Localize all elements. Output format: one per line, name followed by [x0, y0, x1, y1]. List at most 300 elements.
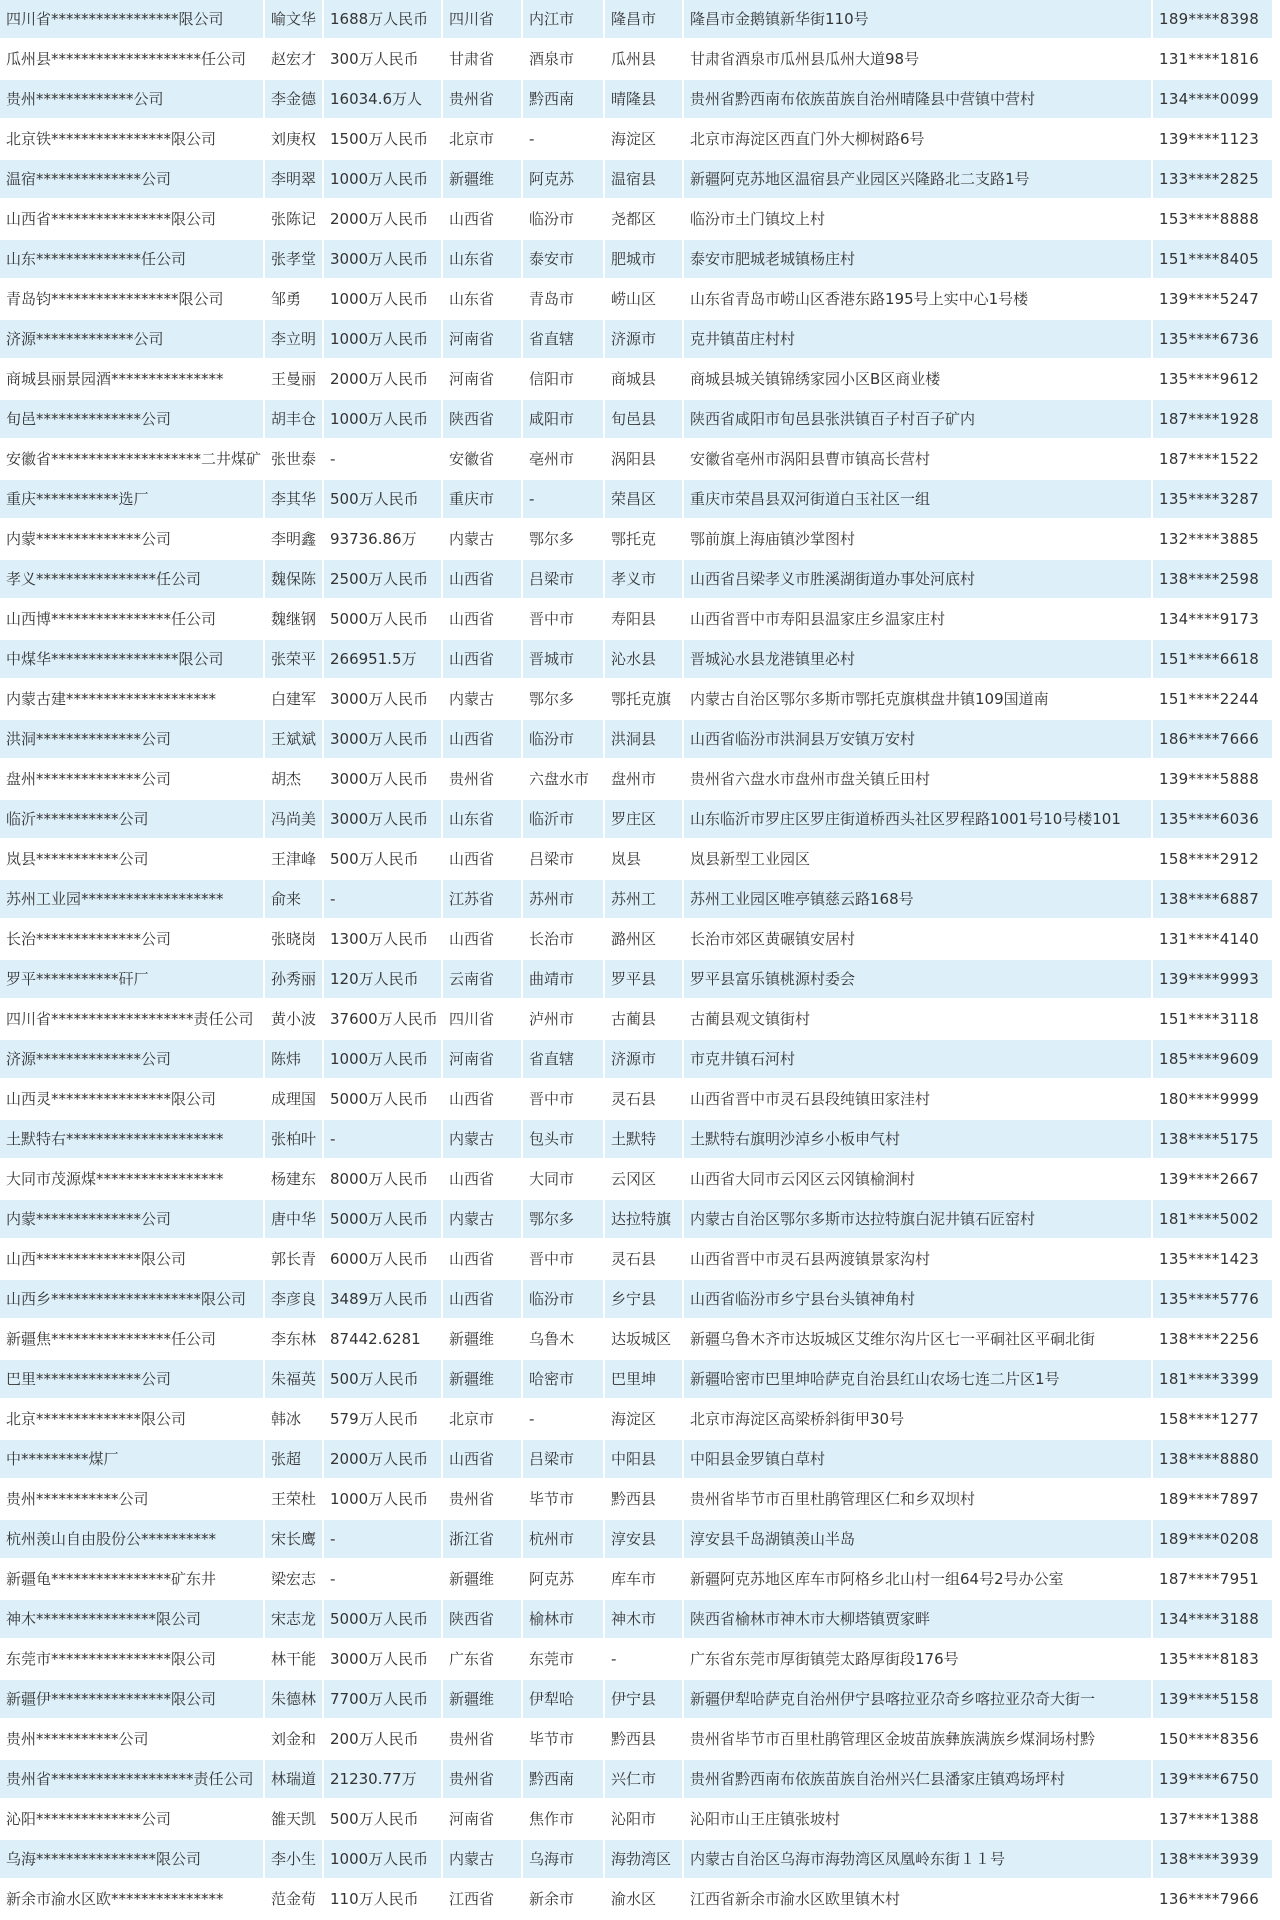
city-cell: 吕梁市: [523, 840, 605, 880]
contact-cell: 李金德: [265, 80, 324, 120]
table-row: [0, 320, 1274, 360]
table-row: [0, 200, 1274, 240]
province-cell: 贵州省: [443, 760, 523, 800]
province-cell: 山西省: [443, 720, 523, 760]
table-row: [0, 800, 1274, 840]
city-cell: 亳州市: [523, 440, 605, 480]
company-cell: 贵州***********公司: [0, 1480, 265, 1520]
province-cell: 甘肃省: [443, 40, 523, 80]
address-cell: 山西省晋中市灵石县两渡镇景家沟村: [684, 1240, 1153, 1280]
phone-cell: 135****1423: [1153, 1240, 1274, 1280]
capital-cell: -: [324, 1120, 443, 1160]
city-cell: 阿克苏: [523, 1560, 605, 1600]
capital-cell: 579万人民币: [324, 1400, 443, 1440]
phone-cell: 138****8880: [1153, 1440, 1274, 1480]
contact-cell: 邹勇: [265, 280, 324, 320]
address-cell: 重庆市荣昌县双河街道白玉社区一组: [684, 480, 1153, 520]
district-cell: 肥城市: [605, 240, 684, 280]
city-cell: 临汾市: [523, 1280, 605, 1320]
capital-cell: 1688万人民币: [324, 0, 443, 40]
table-row: [0, 960, 1274, 1000]
phone-cell: 185****9609: [1153, 1040, 1274, 1080]
city-cell: 信阳市: [523, 360, 605, 400]
city-cell: 杭州市: [523, 1520, 605, 1560]
province-cell: 贵州省: [443, 1760, 523, 1800]
city-cell: 东莞市: [523, 1640, 605, 1680]
phone-cell: 135****5776: [1153, 1280, 1274, 1320]
capital-cell: 500万人民币: [324, 480, 443, 520]
table-row: [0, 600, 1274, 640]
table-row: [0, 1440, 1274, 1480]
address-cell: 陕西省榆林市神木市大柳塔镇贾家畔: [684, 1600, 1153, 1640]
province-cell: 新疆维: [443, 1320, 523, 1360]
contact-cell: 李明翠: [265, 160, 324, 200]
city-cell: 乌海市: [523, 1840, 605, 1880]
district-cell: 乡宁县: [605, 1280, 684, 1320]
district-cell: 盘州市: [605, 760, 684, 800]
contact-cell: 范金荀: [265, 1880, 324, 1920]
phone-cell: 138****6887: [1153, 880, 1274, 920]
company-cell: 山西省****************限公司: [0, 200, 265, 240]
city-cell: 榆林市: [523, 1600, 605, 1640]
city-cell: 鄂尔多: [523, 680, 605, 720]
province-cell: 四川省: [443, 0, 523, 40]
contact-cell: 俞来: [265, 880, 324, 920]
address-cell: 山东省青岛市崂山区香港东路195号上实中心1号楼: [684, 280, 1153, 320]
address-cell: 内蒙古自治区乌海市海勃湾区凤凰岭东街１１号: [684, 1840, 1153, 1880]
city-cell: 毕节市: [523, 1720, 605, 1760]
district-cell: 济源市: [605, 320, 684, 360]
phone-cell: 151****8405: [1153, 240, 1274, 280]
capital-cell: 2000万人民币: [324, 200, 443, 240]
capital-cell: 5000万人民币: [324, 600, 443, 640]
company-cell: 山西**************限公司: [0, 1240, 265, 1280]
table-row: [0, 1360, 1274, 1400]
table-row: [0, 760, 1274, 800]
company-cell: 山西博****************任公司: [0, 600, 265, 640]
phone-cell: 187****1928: [1153, 400, 1274, 440]
phone-cell: 158****1277: [1153, 1400, 1274, 1440]
province-cell: 内蒙古: [443, 1840, 523, 1880]
city-cell: 六盘水市: [523, 760, 605, 800]
table-row: [0, 520, 1274, 560]
district-cell: 崂山区: [605, 280, 684, 320]
phone-cell: 135****6036: [1153, 800, 1274, 840]
table-row: [0, 720, 1274, 760]
company-cell: 新余市渝水区欧***************: [0, 1880, 265, 1920]
address-cell: 广东省东莞市厚街镇莞太路厚街段176号: [684, 1640, 1153, 1680]
address-cell: 市克井镇石河村: [684, 1040, 1153, 1080]
capital-cell: -: [324, 1520, 443, 1560]
province-cell: 四川省: [443, 1000, 523, 1040]
table-row: [0, 1640, 1274, 1680]
company-cell: 新疆龟****************矿东井: [0, 1560, 265, 1600]
table-row: [0, 1560, 1274, 1600]
capital-cell: 1300万人民币: [324, 920, 443, 960]
capital-cell: 5000万人民币: [324, 1600, 443, 1640]
province-cell: 新疆维: [443, 1360, 523, 1400]
company-cell: 贵州*************公司: [0, 80, 265, 120]
capital-cell: 3000万人民币: [324, 240, 443, 280]
city-cell: 吕梁市: [523, 560, 605, 600]
district-cell: 岚县: [605, 840, 684, 880]
contact-cell: 张荣平: [265, 640, 324, 680]
city-cell: -: [523, 480, 605, 520]
company-cell: 青岛钧*****************限公司: [0, 280, 265, 320]
address-cell: 岚县新型工业园区: [684, 840, 1153, 880]
capital-cell: 3000万人民币: [324, 720, 443, 760]
address-cell: 罗平县富乐镇桃源村委会: [684, 960, 1153, 1000]
capital-cell: 3000万人民币: [324, 680, 443, 720]
phone-cell: 181****3399: [1153, 1360, 1274, 1400]
province-cell: 新疆维: [443, 160, 523, 200]
city-cell: 青岛市: [523, 280, 605, 320]
capital-cell: 5000万人民币: [324, 1080, 443, 1120]
table-row: [0, 0, 1274, 40]
address-cell: 江西省新余市渝水区欧里镇木村: [684, 1880, 1153, 1920]
table-row: [0, 240, 1274, 280]
district-cell: 海勃湾区: [605, 1840, 684, 1880]
contact-cell: 黄小波: [265, 1000, 324, 1040]
table-row: [0, 480, 1274, 520]
province-cell: 江西省: [443, 1880, 523, 1920]
table-row: [0, 1400, 1274, 1440]
province-cell: 内蒙古: [443, 1120, 523, 1160]
capital-cell: 2500万人民币: [324, 560, 443, 600]
city-cell: 晋中市: [523, 1240, 605, 1280]
city-cell: 哈密市: [523, 1360, 605, 1400]
company-cell: 罗平***********矸厂: [0, 960, 265, 1000]
city-cell: 曲靖市: [523, 960, 605, 1000]
province-cell: 山东省: [443, 280, 523, 320]
company-cell: 盘州**************公司: [0, 760, 265, 800]
phone-cell: 151****2244: [1153, 680, 1274, 720]
city-cell: 鄂尔多: [523, 520, 605, 560]
address-cell: 土默特右旗明沙淖乡小板申气村: [684, 1120, 1153, 1160]
address-cell: 内蒙古自治区鄂尔多斯市达拉特旗白泥井镇石匠窑村: [684, 1200, 1153, 1240]
district-cell: 寿阳县: [605, 600, 684, 640]
phone-cell: 180****9999: [1153, 1080, 1274, 1120]
city-cell: 包头市: [523, 1120, 605, 1160]
district-cell: 灵石县: [605, 1080, 684, 1120]
company-cell: 神木****************限公司: [0, 1600, 265, 1640]
district-cell: 中阳县: [605, 1440, 684, 1480]
province-cell: 贵州省: [443, 1480, 523, 1520]
province-cell: 河南省: [443, 1040, 523, 1080]
city-cell: 吕梁市: [523, 1440, 605, 1480]
district-cell: 达拉特旗: [605, 1200, 684, 1240]
province-cell: 山东省: [443, 800, 523, 840]
city-cell: 临汾市: [523, 720, 605, 760]
company-cell: 新疆焦****************任公司: [0, 1320, 265, 1360]
contact-cell: 朱福英: [265, 1360, 324, 1400]
company-cell: 中煤华*****************限公司: [0, 640, 265, 680]
district-cell: 苏州工: [605, 880, 684, 920]
address-cell: 山西省临汾市洪洞县万安镇万安村: [684, 720, 1153, 760]
contact-cell: 杨建东: [265, 1160, 324, 1200]
capital-cell: -: [324, 880, 443, 920]
capital-cell: 1000万人民币: [324, 1040, 443, 1080]
phone-cell: 139****1123: [1153, 120, 1274, 160]
address-cell: 内蒙古自治区鄂尔多斯市鄂托克旗棋盘井镇109国道南: [684, 680, 1153, 720]
table-row: [0, 160, 1274, 200]
city-cell: 内江市: [523, 0, 605, 40]
phone-cell: 187****1522: [1153, 440, 1274, 480]
province-cell: 山西省: [443, 1240, 523, 1280]
district-cell: 沁水县: [605, 640, 684, 680]
company-cell: 山西灵****************限公司: [0, 1080, 265, 1120]
district-cell: 淳安县: [605, 1520, 684, 1560]
contact-cell: 朱德林: [265, 1680, 324, 1720]
district-cell: 温宿县: [605, 160, 684, 200]
province-cell: 陕西省: [443, 400, 523, 440]
contact-cell: 张世泰: [265, 440, 324, 480]
company-cell: 杭州羡山自由股份公**********: [0, 1520, 265, 1560]
table-row: [0, 1760, 1274, 1800]
province-cell: 内蒙古: [443, 1200, 523, 1240]
province-cell: 内蒙古: [443, 520, 523, 560]
table-row: [0, 1160, 1274, 1200]
table-row: [0, 1520, 1274, 1560]
company-cell: 商城县丽景园酒***************: [0, 360, 265, 400]
company-cell: 贵州省*******************责任公司: [0, 1760, 265, 1800]
phone-cell: 134****9173: [1153, 600, 1274, 640]
phone-cell: 134****3188: [1153, 1600, 1274, 1640]
address-cell: 新疆哈密市巴里坤哈萨克自治县红山农场七连二片区1号: [684, 1360, 1153, 1400]
contact-cell: 韩冰: [265, 1400, 324, 1440]
capital-cell: 1500万人民币: [324, 120, 443, 160]
capital-cell: 500万人民币: [324, 840, 443, 880]
capital-cell: 16034.6万人: [324, 80, 443, 120]
table-row: [0, 1880, 1274, 1920]
table-row: [0, 280, 1274, 320]
capital-cell: 37600万人民币: [324, 1000, 443, 1040]
capital-cell: 1000万人民币: [324, 320, 443, 360]
district-cell: 商城县: [605, 360, 684, 400]
city-cell: 伊犁哈: [523, 1680, 605, 1720]
district-cell: 孝义市: [605, 560, 684, 600]
district-cell: 海淀区: [605, 1400, 684, 1440]
company-cell: 山西乡********************限公司: [0, 1280, 265, 1320]
table-row: [0, 640, 1274, 680]
company-cell: 四川省*****************限公司: [0, 0, 265, 40]
city-cell: 晋中市: [523, 600, 605, 640]
capital-cell: 87442.6281: [324, 1320, 443, 1360]
city-cell: 酒泉市: [523, 40, 605, 80]
contact-cell: 张超: [265, 1440, 324, 1480]
company-cell: 大同市茂源煤*****************: [0, 1160, 265, 1200]
capital-cell: 7700万人民币: [324, 1680, 443, 1720]
address-cell: 山西省晋中市寿阳县温家庄乡温家庄村: [684, 600, 1153, 640]
capital-cell: 2000万人民币: [324, 360, 443, 400]
district-cell: 黔西县: [605, 1480, 684, 1520]
address-cell: 山西省大同市云冈区云冈镇榆涧村: [684, 1160, 1153, 1200]
city-cell: 鄂尔多: [523, 1200, 605, 1240]
address-cell: 古蔺县观文镇街村: [684, 1000, 1153, 1040]
province-cell: 新疆维: [443, 1560, 523, 1600]
phone-cell: 131****1816: [1153, 40, 1274, 80]
city-cell: 黔西南: [523, 80, 605, 120]
address-cell: 苏州工业园区唯亭镇慈云路168号: [684, 880, 1153, 920]
contact-cell: 胡杰: [265, 760, 324, 800]
contact-cell: 王荣杜: [265, 1480, 324, 1520]
phone-cell: 133****2825: [1153, 160, 1274, 200]
phone-cell: 138****2256: [1153, 1320, 1274, 1360]
company-cell: 土默特右*********************: [0, 1120, 265, 1160]
phone-cell: 139****6750: [1153, 1760, 1274, 1800]
company-cell: 温宿**************公司: [0, 160, 265, 200]
city-cell: 长治市: [523, 920, 605, 960]
contact-cell: 魏继钢: [265, 600, 324, 640]
table-row: [0, 1480, 1274, 1520]
company-cell: 内蒙古建********************: [0, 680, 265, 720]
province-cell: 山西省: [443, 1160, 523, 1200]
table-row: [0, 1720, 1274, 1760]
company-cell: 山东**************任公司: [0, 240, 265, 280]
address-cell: 贵州省毕节市百里杜鹃管理区仁和乡双坝村: [684, 1480, 1153, 1520]
capital-cell: 1000万人民币: [324, 400, 443, 440]
province-cell: 北京市: [443, 1400, 523, 1440]
phone-cell: 137****1388: [1153, 1800, 1274, 1840]
table-row: [0, 1800, 1274, 1840]
contact-cell: 白建军: [265, 680, 324, 720]
capital-cell: 266951.5万: [324, 640, 443, 680]
phone-cell: 136****7966: [1153, 1880, 1274, 1920]
capital-cell: 200万人民币: [324, 1720, 443, 1760]
district-cell: 兴仁市: [605, 1760, 684, 1800]
city-cell: 临汾市: [523, 200, 605, 240]
province-cell: 贵州省: [443, 80, 523, 120]
contact-cell: 雒天凯: [265, 1800, 324, 1840]
address-cell: 泰安市肥城老城镇杨庄村: [684, 240, 1153, 280]
phone-cell: 139****2667: [1153, 1160, 1274, 1200]
address-cell: 新疆阿克苏地区温宿县产业园区兴隆路北二支路1号: [684, 160, 1153, 200]
phone-cell: 189****7897: [1153, 1480, 1274, 1520]
contact-cell: 李明鑫: [265, 520, 324, 560]
company-cell: 中*********煤厂: [0, 1440, 265, 1480]
table-row: [0, 40, 1274, 80]
table-row: [0, 440, 1274, 480]
province-cell: 浙江省: [443, 1520, 523, 1560]
contact-cell: 宋志龙: [265, 1600, 324, 1640]
address-cell: 临汾市土门镇坟上村: [684, 200, 1153, 240]
company-cell: 贵州***********公司: [0, 1720, 265, 1760]
company-cell: 沁阳**************公司: [0, 1800, 265, 1840]
contact-cell: 唐中华: [265, 1200, 324, 1240]
company-cell: 乌海****************限公司: [0, 1840, 265, 1880]
table-row: [0, 680, 1274, 720]
company-cell: 岚县***********公司: [0, 840, 265, 880]
contact-cell: 李东林: [265, 1320, 324, 1360]
city-cell: 泸州市: [523, 1000, 605, 1040]
table-row: [0, 1080, 1274, 1120]
district-cell: 涡阳县: [605, 440, 684, 480]
contact-cell: 张孝堂: [265, 240, 324, 280]
city-cell: 黔西南: [523, 1760, 605, 1800]
city-cell: 晋城市: [523, 640, 605, 680]
company-cell: 巴里**************公司: [0, 1360, 265, 1400]
address-cell: 山西省吕梁孝义市胜溪湖街道办事处河底村: [684, 560, 1153, 600]
address-cell: 克井镇苗庄村村: [684, 320, 1153, 360]
contact-cell: 王曼丽: [265, 360, 324, 400]
contact-cell: 冯尚美: [265, 800, 324, 840]
district-cell: 神木市: [605, 1600, 684, 1640]
capital-cell: 5000万人民币: [324, 1200, 443, 1240]
contact-cell: 孙秀丽: [265, 960, 324, 1000]
district-cell: 瓜州县: [605, 40, 684, 80]
address-cell: 沁阳市山王庄镇张坡村: [684, 1800, 1153, 1840]
phone-cell: 139****5247: [1153, 280, 1274, 320]
address-cell: 商城县城关镇锦绣家园小区B区商业楼: [684, 360, 1153, 400]
capital-cell: -: [324, 440, 443, 480]
district-cell: 潞州区: [605, 920, 684, 960]
phone-cell: 181****5002: [1153, 1200, 1274, 1240]
company-cell: 四川省*******************责任公司: [0, 1000, 265, 1040]
contact-cell: 郭长青: [265, 1240, 324, 1280]
address-cell: 长治市郊区黄碾镇安居村: [684, 920, 1153, 960]
contact-cell: 梁宏志: [265, 1560, 324, 1600]
phone-cell: 138****5175: [1153, 1120, 1274, 1160]
table-row: [0, 1320, 1274, 1360]
capital-cell: -: [324, 1560, 443, 1600]
province-cell: 山西省: [443, 920, 523, 960]
phone-cell: 138****2598: [1153, 560, 1274, 600]
city-cell: 省直辖: [523, 1040, 605, 1080]
contact-cell: 成理国: [265, 1080, 324, 1120]
contact-cell: 胡丰仓: [265, 400, 324, 440]
province-cell: 贵州省: [443, 1720, 523, 1760]
phone-cell: 139****5158: [1153, 1680, 1274, 1720]
address-cell: 晋城沁水县龙港镇里必村: [684, 640, 1153, 680]
phone-cell: 131****4140: [1153, 920, 1274, 960]
table-row: [0, 920, 1274, 960]
address-cell: 淳安县千岛湖镇羡山半岛: [684, 1520, 1153, 1560]
province-cell: 山西省: [443, 840, 523, 880]
table-row: [0, 1680, 1274, 1720]
district-cell: 鄂托克旗: [605, 680, 684, 720]
district-cell: 巴里坤: [605, 1360, 684, 1400]
city-cell: 毕节市: [523, 1480, 605, 1520]
district-cell: 鄂托克: [605, 520, 684, 560]
address-cell: 鄂前旗上海庙镇沙掌图村: [684, 520, 1153, 560]
table-row: [0, 1240, 1274, 1280]
table-row: [0, 1000, 1274, 1040]
city-cell: -: [523, 120, 605, 160]
city-cell: 大同市: [523, 1160, 605, 1200]
table-row: [0, 840, 1274, 880]
phone-cell: 187****7951: [1153, 1560, 1274, 1600]
contact-cell: 宋长鹰: [265, 1520, 324, 1560]
company-cell: 苏州工业园*******************: [0, 880, 265, 920]
capital-cell: 21230.77万: [324, 1760, 443, 1800]
table-row: [0, 400, 1274, 440]
address-cell: 贵州省黔西南布依族苗族自治州兴仁县潘家庄镇鸡场坪村: [684, 1760, 1153, 1800]
contact-cell: 喻文华: [265, 0, 324, 40]
province-cell: 山西省: [443, 1080, 523, 1120]
contact-cell: 赵宏才: [265, 40, 324, 80]
address-cell: 山西省临汾市乡宁县台头镇神角村: [684, 1280, 1153, 1320]
province-cell: 北京市: [443, 120, 523, 160]
capital-cell: 6000万人民币: [324, 1240, 443, 1280]
phone-cell: 150****8356: [1153, 1720, 1274, 1760]
city-cell: -: [523, 1400, 605, 1440]
province-cell: 山西省: [443, 600, 523, 640]
province-cell: 河南省: [443, 320, 523, 360]
city-cell: 临沂市: [523, 800, 605, 840]
district-cell: 伊宁县: [605, 1680, 684, 1720]
phone-cell: 132****3885: [1153, 520, 1274, 560]
capital-cell: 3000万人民币: [324, 1640, 443, 1680]
